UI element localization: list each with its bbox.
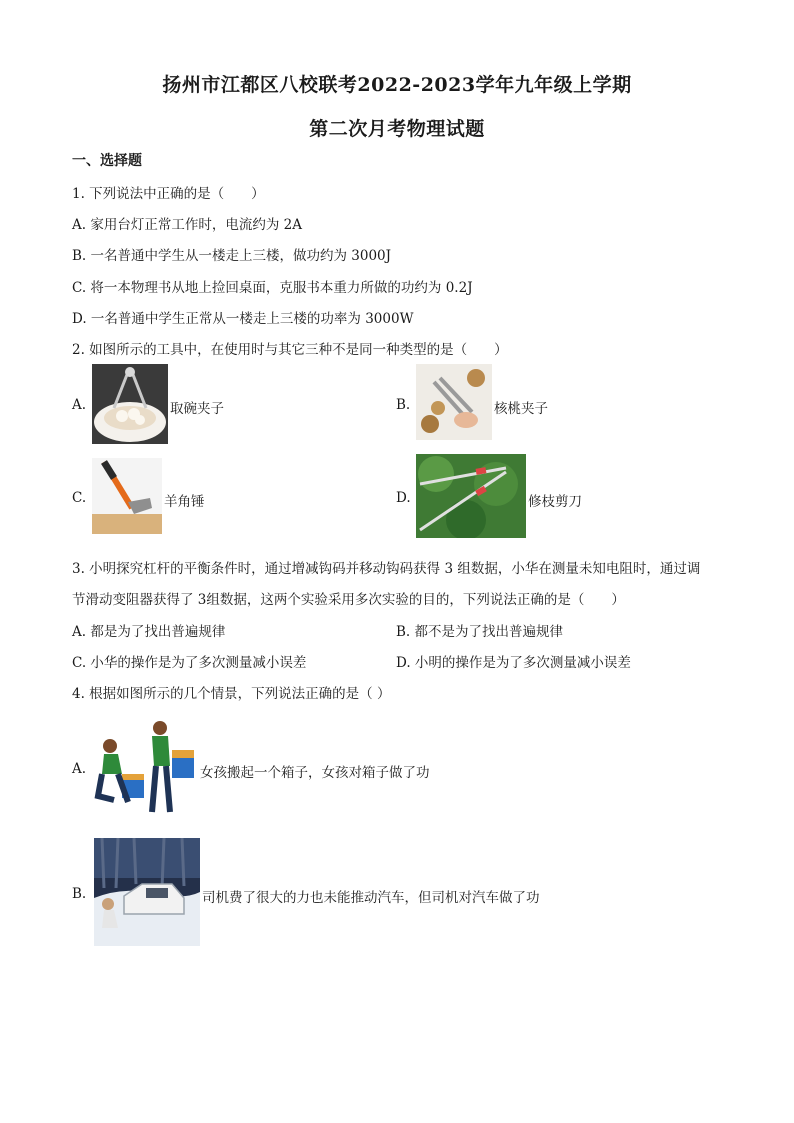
q1-option-c: C. 将一本物理书从地上捡回桌面，克服书本重力所做的功约为 0.2J (72, 280, 473, 296)
q1-option-a: A. 家用台灯正常工作时，电流约为 2A (72, 217, 302, 233)
q3-option-a: A. 都是为了找出普遍规律 (72, 624, 226, 640)
walnut-cracker-photo (416, 364, 492, 440)
q3-option-d: D. 小明的操作是为了多次测量减小误差 (396, 655, 631, 671)
q4-option-a-caption: 女孩搬起一个箱子，女孩对箱子做了功 (200, 765, 430, 781)
q3-option-c: C. 小华的操作是为了多次测量减小误差 (72, 655, 307, 671)
q2-option-d-caption: 修枝剪刀 (528, 494, 582, 510)
exam-title-line1: 扬州市江都区八校联考2022-2023学年九年级上学期 (162, 74, 632, 96)
q2-option-a-letter: A. (72, 397, 87, 413)
q2-option-b-letter: B. (396, 397, 411, 413)
pruning-shears-photo (416, 454, 526, 538)
q3-stem-line2: 节滑动变阻器获得了 3组数据，这两个实验采用多次实验的目的，下列说法正确的是（ ） (72, 592, 625, 608)
q1-option-d: D. 一名普通中学生正常从一楼走上三楼的功率为 3000W (72, 311, 414, 327)
girl-lifting-box-photo (92, 716, 198, 820)
q1-stem: 1. 下列说法中正确的是（ ） (72, 186, 265, 202)
q4-option-b-caption: 司机费了很大的力也未能推动汽车，但司机对汽车做了功 (202, 890, 540, 906)
q2-option-c-letter: C. (72, 490, 87, 506)
car-in-snow-photo (94, 838, 200, 946)
exam-title-line2: 第二次月考物理试题 (309, 118, 485, 140)
claw-hammer-photo (92, 458, 162, 534)
q3-stem-line1: 3. 小明探究杠杆的平衡条件时，通过增减钩码并移动钩码获得 3 组数据，小华在测量未知电阻时，通过调 (72, 561, 701, 577)
bowl-clamp-photo (92, 364, 168, 444)
q2-option-d-letter: D. (396, 490, 411, 506)
q4-option-b-letter: B. (72, 886, 87, 902)
q4-option-a-letter: A. (72, 761, 87, 777)
section-heading-choice: 一、选择题 (72, 153, 142, 169)
q2-option-a-caption: 取碗夹子 (170, 401, 224, 417)
q3-option-b: B. 都不是为了找出普遍规律 (396, 624, 564, 640)
q1-option-b: B. 一名普通中学生从一楼走上三楼，做功约为 3000J (72, 248, 392, 264)
q2-option-c-caption: 羊角锤 (164, 494, 205, 510)
q2-stem: 2. 如图所示的工具中，在使用时与其它三种不是同一种类型的是（ ） (72, 342, 508, 358)
q2-option-b-caption: 核桃夹子 (494, 401, 548, 417)
q4-stem: 4. 根据如图所示的几个情景，下列说法正确的是（ ） (72, 686, 391, 702)
